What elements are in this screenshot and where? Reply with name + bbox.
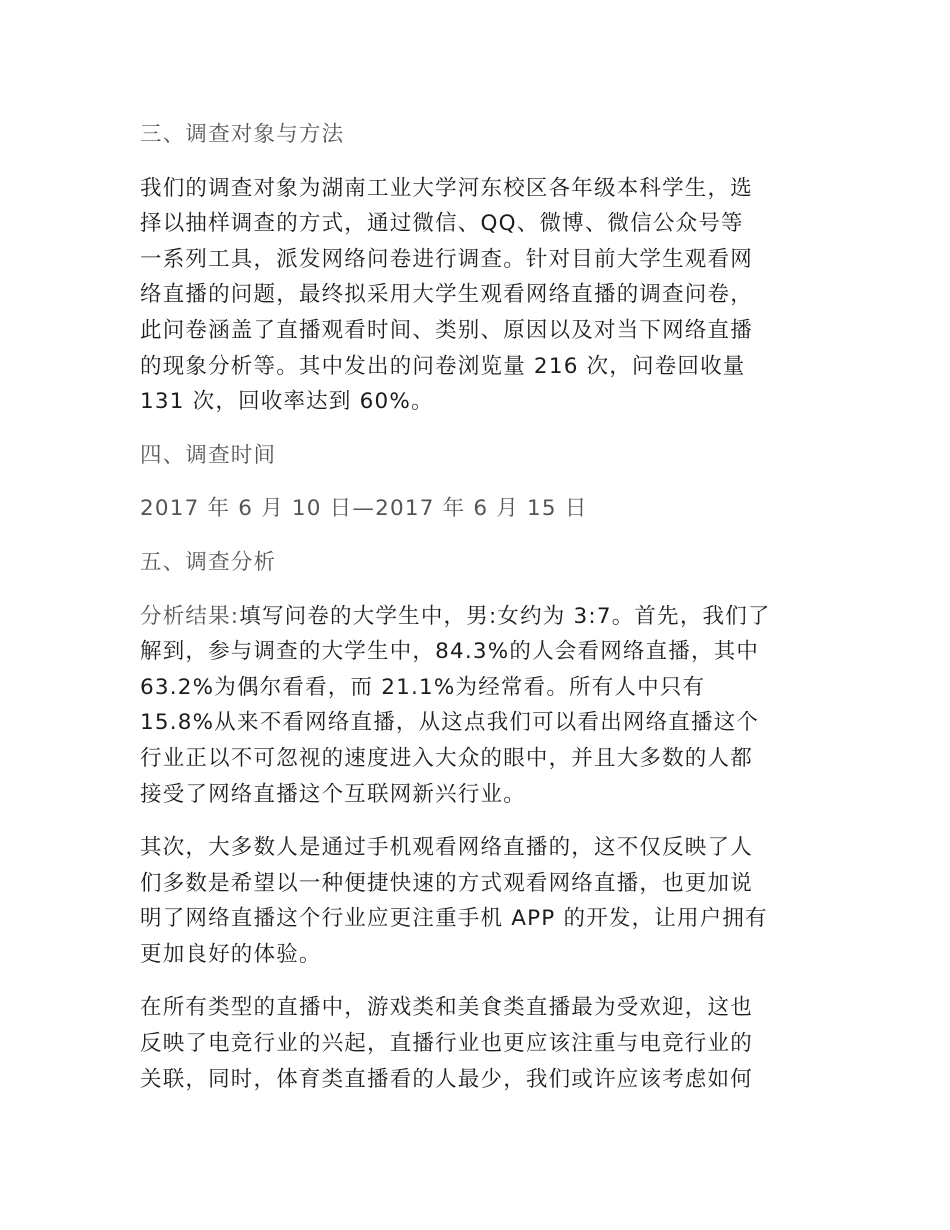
- text-line: 63.2%为偶尔看看，而 21.1%为经常看。所有人中只有: [140, 674, 706, 700]
- paragraph-subjects-methods: [140, 171, 812, 420]
- text-line-rest: 填写问卷的大学生中，男:女约为 3:7。首先，我们了: [239, 603, 771, 629]
- document-page: [140, 117, 812, 1115]
- text-line: 一系列工具，派发网络问卷进行调查。针对目前大学生观看网: [140, 246, 753, 272]
- paragraph-live-categories: [140, 990, 812, 1097]
- text-line: 131 次，回收率达到 60%。: [140, 389, 434, 415]
- section-heading-5: 五、调查分析: [140, 549, 277, 575]
- text-line: 络直播的问题，最终拟采用大学生观看网络直播的调查问卷，: [140, 282, 753, 308]
- section-heading-4: 四、调查时间: [140, 442, 277, 468]
- text-line: 关联，同时，体育类直播看的人最少，我们或许应该考虑如何: [140, 1066, 753, 1092]
- text-line: 们多数是希望以一种便捷快速的方式观看网络直播，也更加说: [140, 870, 753, 896]
- text-line: 反映了电竞行业的兴起，直播行业也更应该注重与电竞行业的: [140, 1031, 753, 1057]
- text-line: 我们的调查对象为湖南工业大学河东校区各年级本科学生，选: [140, 175, 753, 201]
- text-line: 更加良好的体验。: [140, 941, 322, 967]
- text-line: 解到，参与调查的大学生中，84.3%的人会看网络直播，其中: [140, 639, 760, 665]
- text-line: 15.8%从来不看网络直播，从这点我们可以看出网络直播这个: [140, 710, 760, 736]
- text-line: 在所有类型的直播中，游戏类和美食类直播最为受欢迎，这也: [140, 995, 753, 1021]
- text-line: 明了网络直播这个行业应更注重手机 APP 的开发，让用户拥有: [140, 906, 768, 932]
- text-line: 行业正以不可忽视的速度进入大众的眼中，并且大多数的人都: [140, 745, 753, 771]
- paragraph-mobile-viewing: [140, 830, 812, 972]
- text-line: 接受了网络直播这个互联网新兴行业。: [140, 781, 526, 807]
- text-line: [140, 599, 812, 635]
- section-heading-3: 三、调查对象与方法: [140, 122, 345, 147]
- text-line: 其次，大多数人是通过手机观看网络直播的，这不仅反映了人: [140, 835, 753, 861]
- text-line: 的现象分析等。其中发出的问卷浏览量 216 次，问卷回收量: [140, 353, 746, 379]
- paragraph-analysis-results: [140, 599, 812, 813]
- text-line: 此问卷涵盖了直播观看时间、类别、原因以及对当下网络直播: [140, 317, 753, 343]
- analysis-result-label: 分析结果:: [140, 603, 240, 629]
- survey-date-range: 2017 年 6 月 10 日—2017 年 6 月 15 日: [140, 496, 588, 522]
- text-line: 择以抽样调查的方式，通过微信、QQ、微博、微信公众号等: [140, 211, 744, 237]
